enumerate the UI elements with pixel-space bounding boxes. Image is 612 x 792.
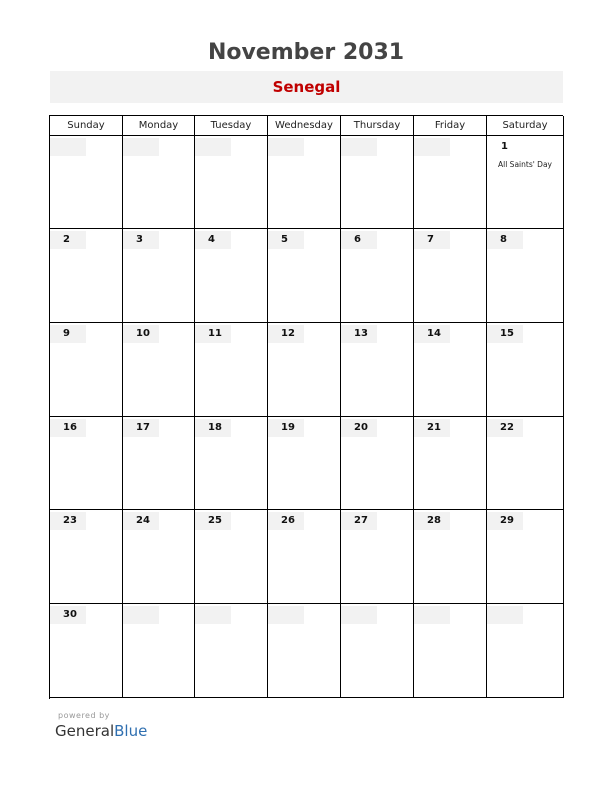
day-cell — [50, 229, 123, 323]
country-name: Senegal — [272, 78, 341, 96]
day-number: 18 — [195, 419, 231, 437]
day-cell — [414, 510, 487, 604]
day-number: 6 — [341, 231, 377, 249]
day-cell — [268, 417, 341, 510]
day-cell — [50, 417, 123, 510]
day-cell — [123, 229, 195, 323]
day-cell — [487, 604, 564, 698]
day-number: 17 — [123, 419, 159, 437]
weekday-header: Monday — [123, 116, 195, 136]
weekday-header: Wednesday — [268, 116, 341, 136]
day-cell — [123, 510, 195, 604]
day-cell — [341, 604, 414, 698]
day-number: 2 — [50, 231, 86, 249]
day-cell — [195, 136, 268, 229]
day-cell — [487, 323, 564, 417]
brand-name-part2: Blue — [114, 722, 148, 740]
day-number: 24 — [123, 512, 159, 530]
day-number: 3 — [123, 231, 159, 249]
day-number: 12 — [268, 325, 304, 343]
day-cell — [123, 604, 195, 698]
day-number: 5 — [268, 231, 304, 249]
day-number: 7 — [414, 231, 450, 249]
day-cell — [195, 604, 268, 698]
day-cell — [414, 323, 487, 417]
day-number: 22 — [487, 419, 523, 437]
weekday-header: Tuesday — [195, 116, 268, 136]
day-number: 29 — [487, 512, 523, 530]
day-number: 10 — [123, 325, 159, 343]
day-number: 16 — [50, 419, 86, 437]
day-cell — [487, 136, 564, 229]
day-number: 23 — [50, 512, 86, 530]
day-number — [414, 138, 450, 156]
day-number — [195, 138, 231, 156]
day-number: 9 — [50, 325, 86, 343]
day-number — [50, 138, 86, 156]
page-title: November 2031 — [207, 40, 405, 65]
day-cell — [414, 417, 487, 510]
day-number — [268, 138, 304, 156]
day-number: 1 — [501, 141, 508, 152]
day-cell — [487, 510, 564, 604]
day-number: 4 — [195, 231, 231, 249]
day-cell — [50, 510, 123, 604]
day-number — [123, 606, 159, 624]
weekday-header: Saturday — [487, 116, 564, 136]
day-cell — [341, 417, 414, 510]
day-number — [414, 606, 450, 624]
day-cell — [414, 136, 487, 229]
weekday-header: Friday — [414, 116, 487, 136]
day-cell — [268, 136, 341, 229]
day-cell — [195, 417, 268, 510]
day-cell — [341, 229, 414, 323]
day-number: 30 — [50, 606, 86, 624]
day-number: 28 — [414, 512, 450, 530]
day-cell — [341, 323, 414, 417]
day-cell — [268, 229, 341, 323]
day-number — [195, 606, 231, 624]
day-number: 14 — [414, 325, 450, 343]
day-number — [268, 606, 304, 624]
brand-logo — [55, 722, 147, 740]
holiday-label: All Saints' Day — [498, 160, 552, 169]
day-cell — [487, 229, 564, 323]
weekday-header: Thursday — [341, 116, 414, 136]
day-number — [341, 606, 377, 624]
day-cell — [123, 136, 195, 229]
day-cell — [195, 323, 268, 417]
day-number: 20 — [341, 419, 377, 437]
brand-name-part1: General — [55, 722, 115, 740]
day-cell — [50, 323, 123, 417]
day-cell — [123, 323, 195, 417]
day-cell — [268, 323, 341, 417]
day-number: 21 — [414, 419, 450, 437]
day-number: 26 — [268, 512, 304, 530]
day-cell — [414, 229, 487, 323]
day-number: 27 — [341, 512, 377, 530]
weekday-header: Sunday — [50, 116, 123, 136]
day-number — [123, 138, 159, 156]
day-number: 25 — [195, 512, 231, 530]
day-cell — [195, 510, 268, 604]
calendar-grid — [49, 115, 563, 699]
day-cell — [414, 604, 487, 698]
day-number: 11 — [195, 325, 231, 343]
day-cell — [487, 417, 564, 510]
day-number: 19 — [268, 419, 304, 437]
day-cell — [50, 136, 123, 229]
day-cell — [50, 604, 123, 698]
day-cell — [341, 510, 414, 604]
day-number: 8 — [487, 231, 523, 249]
day-cell — [268, 510, 341, 604]
powered-by-label: powered by — [58, 711, 110, 720]
day-cell — [341, 136, 414, 229]
day-number: 13 — [341, 325, 377, 343]
day-number — [341, 138, 377, 156]
day-number: 15 — [487, 325, 523, 343]
day-number — [487, 606, 523, 624]
day-cell — [268, 604, 341, 698]
day-cell — [195, 229, 268, 323]
day-cell — [123, 417, 195, 510]
country-banner — [50, 71, 563, 103]
